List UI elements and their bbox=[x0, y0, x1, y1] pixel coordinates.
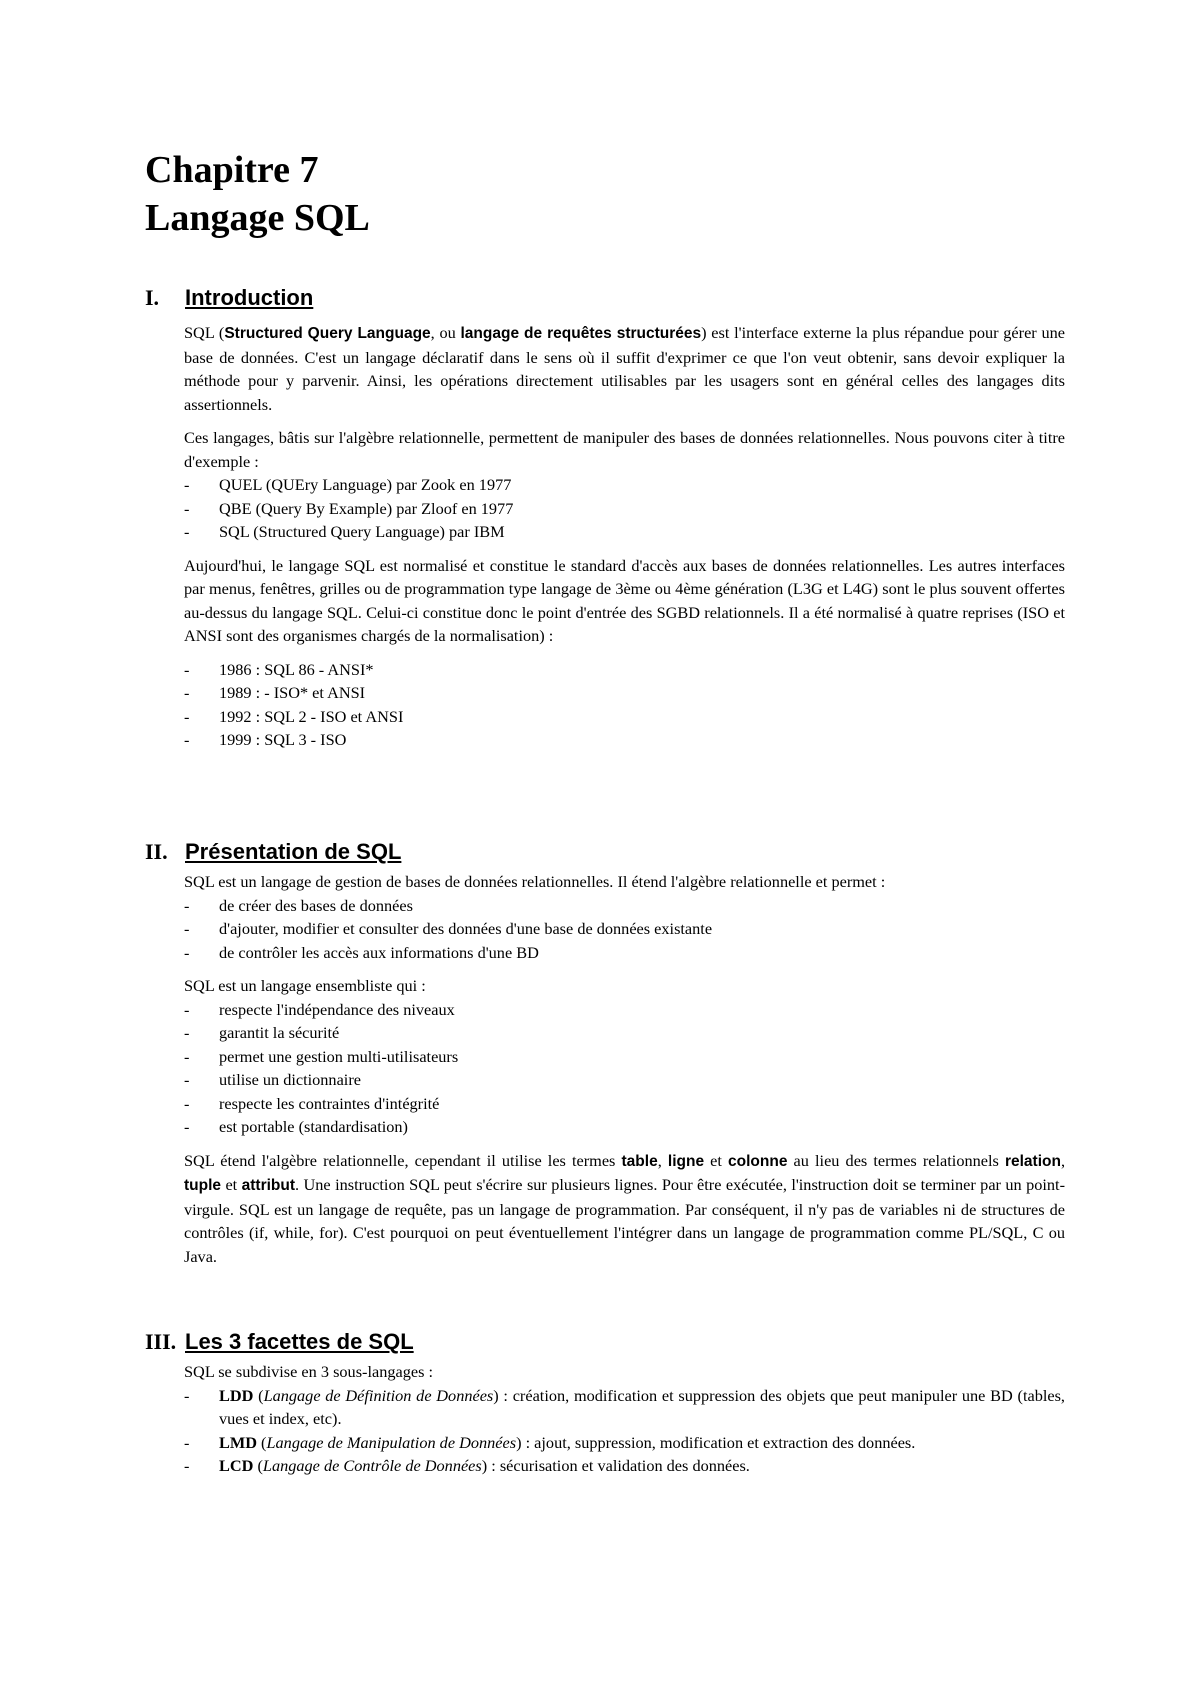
list-item: - respecte l'indépendance des niveaux bbox=[184, 998, 1065, 1022]
list-item-lmd: - LMD (Langage de Manipulation de Données) : ajout, suppression, modification et extraction des données. bbox=[184, 1431, 1065, 1455]
list-item-lcd: - LCD (Langage de Contrôle de Données) : sécurisation et validation des données. bbox=[184, 1454, 1065, 1478]
chapter-name: Langage SQL bbox=[145, 197, 370, 239]
list-item: - de créer des bases de données bbox=[184, 894, 1065, 918]
list-item: - d'ajouter, modifier et consulter des données d'une base de données existante bbox=[184, 917, 1065, 941]
paragraph: SQL étend l'algèbre relationnelle, cependant il utilise les termes table, ligne et colonne au lieu des termes relationnels relation, tuple et attribut. Une instruction SQL peut s'écrire sur plusieurs lignes. Pour être exécutée, l'instruction doit se terminer par un point-virgule. SQL est un langage de requête, pas un langage de programmation. Par conséquent, il n'y pas de variables ni de structures de contrôles (if, while, for). C'est pourquoi on peut éventuellement l'intégrer dans un langage de programmation comme PL/SQL, C ou Java. bbox=[184, 1150, 1066, 1266]
section-title: Les 3 facettes de SQL bbox=[185, 1329, 414, 1354]
list-item: - respecte les contraintes d'intégrité bbox=[184, 1092, 1065, 1116]
list-item: - 1992 : SQL 2 - ISO et ANSI bbox=[184, 705, 1065, 729]
list-item: - 1986 : SQL 86 - ANSI* bbox=[184, 658, 1065, 682]
list-item: - SQL (Structured Query Language) par IBM bbox=[184, 520, 1065, 544]
list-item: - utilise un dictionnaire bbox=[184, 1068, 1065, 1092]
sublanguages-list bbox=[184, 1384, 1065, 1478]
paragraph: Ces langages, bâtis sur l'algèbre relationnelle, permettent de manipuler des bases de données relationnelles. Nous pouvons citer à titre d'exemple : bbox=[184, 428, 1065, 471]
section-introduction bbox=[145, 283, 1065, 762]
list-item: - permet une gestion multi-utilisateurs bbox=[184, 1045, 1065, 1069]
list-item: - 1999 : SQL 3 - ISO bbox=[184, 728, 1065, 752]
normalisation-list bbox=[184, 658, 1065, 752]
list-item: - QUEL (QUEry Language) par Zook en 1977 bbox=[184, 473, 1065, 497]
properties-list bbox=[184, 998, 1065, 1139]
paragraph: SQL est un langage de gestion de bases de données relationnelles. Il étend l'algèbre relationnelle et permet : bbox=[184, 872, 886, 891]
section-title: Présentation de SQL bbox=[185, 839, 402, 864]
section-number: I. bbox=[145, 285, 160, 310]
capabilities-list bbox=[184, 894, 1065, 965]
list-item: - garantit la sécurité bbox=[184, 1021, 1065, 1045]
section-title: Introduction bbox=[185, 285, 314, 310]
section-heading bbox=[145, 283, 1065, 313]
section-facettes bbox=[145, 1327, 1065, 1488]
chapter-title bbox=[145, 146, 370, 242]
list-item: - de contrôler les accès aux informations d'une BD bbox=[184, 941, 1065, 965]
section-number: II. bbox=[145, 839, 168, 864]
paragraph: Aujourd'hui, le langage SQL est normalisé et constitue le standard d'accès aux bases de données relationnelles. Les autres interfaces par menus, fenêtres, grilles ou de programmation type langage de 3ème ou 4ème génération (L3G et L4G) sont le plus souvent offertes au-dessus du langage SQL. Celui-ci constitue donc le point d'entrée des SGBD relationnels. Il a été normalisé à quatre reprises (ISO et ANSI sont des organismes chargés de la normalisation) : bbox=[184, 555, 1065, 645]
paragraph: SQL est un langage ensembliste qui : bbox=[184, 976, 426, 995]
chapter-number: Chapitre 7 bbox=[145, 149, 319, 191]
section-number: III. bbox=[145, 1329, 177, 1354]
paragraph: SQL se subdivise en 3 sous-langages : bbox=[184, 1362, 434, 1381]
language-list bbox=[184, 473, 1065, 544]
list-item: - est portable (standardisation) bbox=[184, 1115, 1065, 1139]
section-presentation bbox=[145, 837, 1065, 1278]
list-item: - QBE (Query By Example) par Zloof en 1977 bbox=[184, 497, 1065, 521]
section-heading bbox=[145, 1327, 1065, 1357]
list-item-ldd: - LDD (Langage de Définition de Données) : création, modification et suppression des objets que peut manipuler une BD (tables, vues et index, etc). bbox=[184, 1384, 1065, 1431]
list-item: - 1989 : - ISO* et ANSI bbox=[184, 681, 1065, 705]
section-heading bbox=[145, 837, 1065, 867]
paragraph: SQL (Structured Query Language, ou langage de requêtes structurées) est l'interface externe la plus répandue pour gérer une base de données. C'est un langage déclaratif dans le sens où il suffit d'exprimer ce que l'on veut obtenir, sans devoir expliquer la méthode pour y parvenir. Ainsi, les opérations directement utilisables par les usagers sont en général celles des langages dits assertionnels. bbox=[184, 323, 1065, 414]
